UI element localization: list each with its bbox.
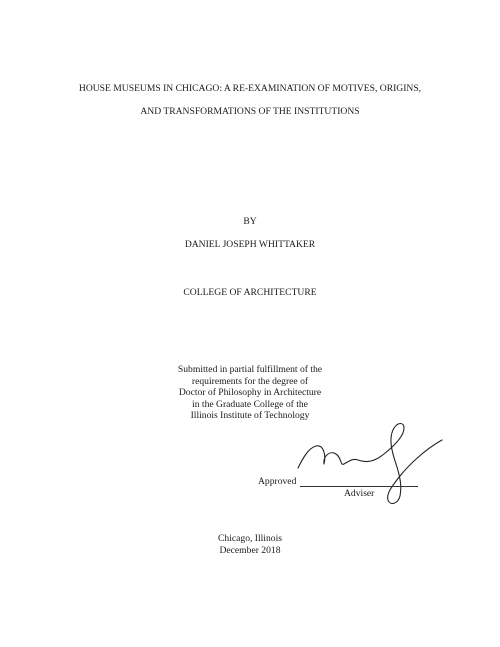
adviser-label: Adviser	[344, 488, 375, 499]
submission-statement	[0, 364, 500, 422]
submission-line: in the Graduate College of the	[192, 398, 308, 410]
by-label: BY	[243, 216, 257, 227]
date: December 2018	[219, 545, 281, 556]
approval-signature-line	[300, 486, 418, 487]
college-name: COLLEGE OF ARCHITECTURE	[183, 287, 317, 298]
title-line-1: HOUSE MUSEUMS IN CHICAGO: A RE-EXAMINATION OF MOTIVES, ORIGINS,	[78, 83, 422, 94]
title-line-2: AND TRANSFORMATIONS OF THE INSTITUTIONS	[140, 106, 360, 117]
submission-line: Doctor of Philosophy in Architecture	[178, 387, 322, 399]
submission-line: requirements for the degree of	[191, 375, 309, 387]
submission-line: Submitted in partial fulfillment of the	[177, 364, 323, 375]
approved-label: Approved	[258, 476, 297, 487]
submission-line: Illinois Institute of Technology	[190, 410, 310, 422]
place: Chicago, Illinois	[218, 533, 282, 544]
author-name: DANIEL JOSEPH WHITTAKER	[184, 239, 316, 250]
